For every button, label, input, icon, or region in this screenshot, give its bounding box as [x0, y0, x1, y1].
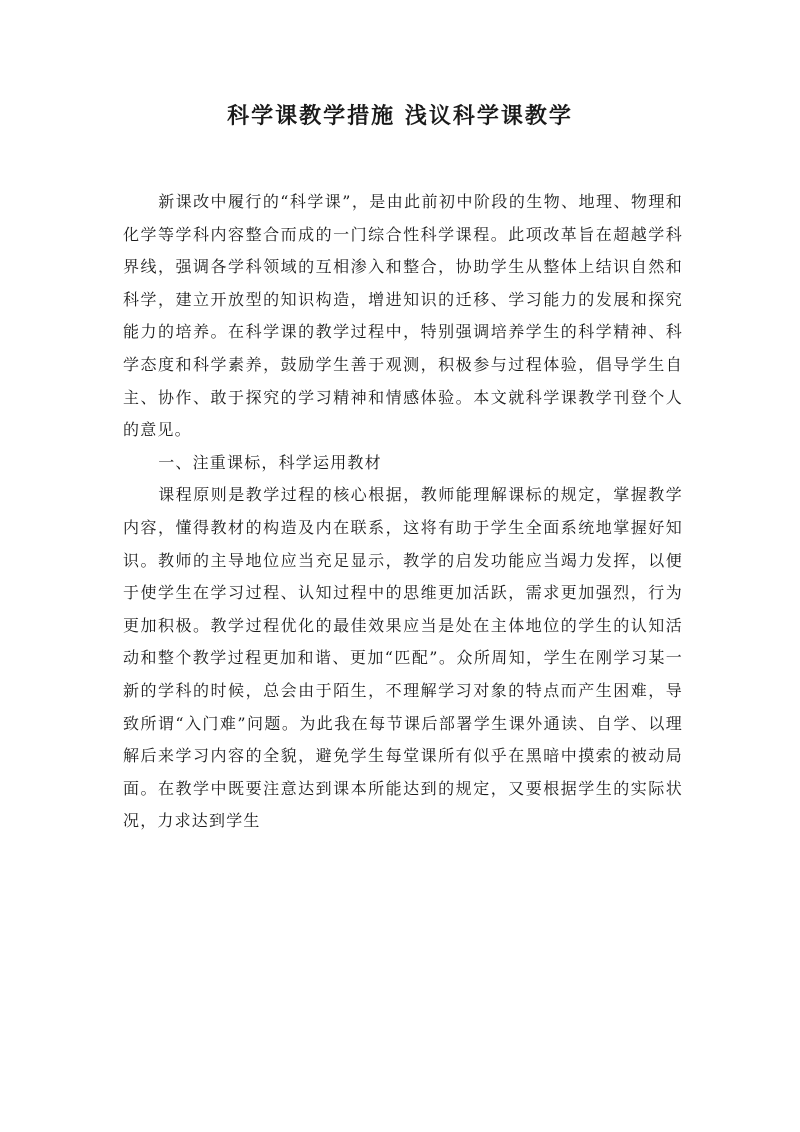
- section-paragraph: 课程原则是教学过程的核心根据，教师能理解课标的规定，掌握教学内容，懂得教材的构造及内在联系，这将有助于学生全面系统地掌握好知识。教师的主导地位应当充足显示，教学的启发功能应当竭力发挥，以便于使学生在学习过程、认知过程中的思维更加活跃，需求更加强烈，行为更加积极。教学过程优化的最佳效果应当是处在主体地位的学生的认知活动和整个教学过程更加和谐、更加“匹配”。众所周知，学生在刚学习某一新的学科的时候，总会由于陌生，不理解学习对象的特点而产生困难，导致所谓“入门难”问题。为此我在每节课后部署学生课外通读、自学、以理解后来学习内容的全貌，避免学生每堂课所有似乎在黑暗中摸索的被动局面。在教学中既要注意达到课本所能达到的规定，又要根据学生的实际状况，力求达到学生: [123, 485, 683, 831]
- section-heading: 一、注重课标，科学运用教材: [158, 452, 382, 472]
- intro-paragraph: 新课改中履行的“科学课”，是由此前初中阶段的生物、地理、物理和化学等学科内容整合而成的一门综合性科学课程。此项改革旨在超越学科界线，强调各学科领域的互相渗入和整合，协助学生从整体上结识自然和科学，建立开放型的知识构造，增进知识的迁移、学习能力的发展和探究能力的培养。在科学课的教学过程中，特别强调培养学生的科学精神、科学态度和科学素养，鼓励学生善于观测，积极参与过程体验，倡导学生自主、协作、敢于探究的学习精神和情感体验。本文就科学课教学刊登个人的意见。: [123, 192, 683, 440]
- document-title: 科学课教学措施 浅议科学课教学: [227, 103, 573, 129]
- document-body: [123, 186, 683, 838]
